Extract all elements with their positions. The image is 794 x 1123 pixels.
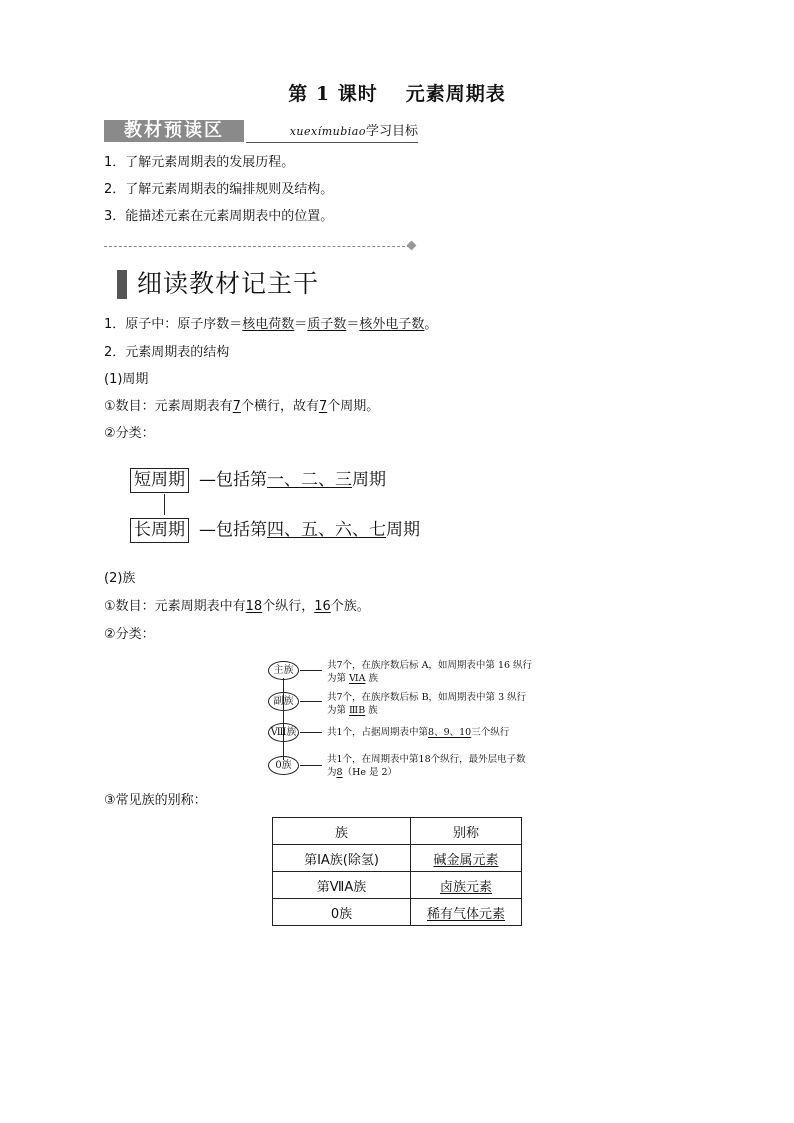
answer-main-group-example: ⅥA — [349, 673, 366, 684]
table-cell — [411, 845, 522, 872]
answer-row-count: 7 — [232, 399, 241, 414]
sub-group-node: 副族 — [268, 692, 299, 711]
section-banner: 教材预读区 — [104, 120, 244, 142]
banner-subtitle — [246, 122, 418, 143]
objective-item: 3．能描述元素在元素周期表中的位置。 — [104, 209, 334, 224]
main-group-node: 主族 — [268, 661, 299, 680]
long-period-line — [199, 518, 420, 542]
zero-group-desc-line: 共1个，在周期表中第18个纵行，最外层电子数 — [327, 754, 526, 765]
period-connector-line — [164, 494, 165, 515]
sentence-end: 。 — [424, 317, 438, 332]
long-period-text: —包括第 — [199, 520, 267, 540]
atom-relation-prefix: 1．原子中：原子序数＝ — [104, 317, 243, 332]
period-classification-label: ②分类： — [104, 426, 155, 441]
answer-alias: 卤族元素 — [439, 879, 492, 895]
table-cell: 第ⅦA族 — [273, 872, 411, 899]
table-cell — [411, 899, 522, 926]
zero-group-node: 0族 — [268, 756, 299, 775]
answer-nuclear-charge: 核电荷数 — [242, 317, 295, 332]
main-group-desc — [327, 659, 532, 685]
banner-sub-label: 学习目标 — [365, 124, 418, 139]
group-count-mid: 个纵行， — [262, 599, 315, 614]
short-period-text: —包括第 — [199, 470, 267, 490]
zero-group-link — [300, 765, 322, 766]
group-viii-node: Ⅷ族 — [268, 723, 299, 742]
sub-group-desc-line: 共7个，在族序数后标 B，如周期表中第 3 纵行 — [327, 692, 527, 703]
group-alias-table — [272, 817, 522, 926]
lesson-topic: 元素周期表 — [405, 83, 506, 105]
table-cell — [411, 872, 522, 899]
page-title — [0, 79, 794, 106]
sub-group-link — [300, 701, 322, 702]
period-heading: (1)周期 — [104, 372, 149, 387]
section-bar-marker — [117, 270, 127, 299]
answer-group-viii-columns: 8、9、10 — [428, 727, 472, 738]
period-count-line — [104, 399, 379, 415]
period-count-mid: 个横行，故有 — [240, 399, 319, 414]
answer-alias: 稀有气体元素 — [426, 906, 505, 922]
answer-outer-electrons: 8 — [336, 767, 343, 778]
main-group-desc-line — [327, 672, 532, 685]
sub-group-desc-line — [327, 704, 526, 717]
short-period-line — [199, 468, 386, 492]
desc-text: （He 是 2） — [342, 767, 398, 778]
group-count-line — [104, 599, 370, 615]
group-count-end: 个族。 — [330, 599, 370, 614]
sub-group-desc — [327, 691, 526, 717]
table-cell: 0族 — [273, 899, 411, 926]
desc-text: 共1个，占据周期表中第 — [327, 727, 429, 738]
desc-text: 族 — [365, 673, 378, 684]
short-period-box: 短周期 — [130, 468, 189, 493]
answer-electron-number: 核外电子数 — [359, 317, 425, 332]
table-row — [273, 845, 522, 872]
long-period-end: 周期 — [386, 520, 420, 540]
main-group-desc-line: 共7个，在族序数后标 A，如周期表中第 16 纵行 — [327, 660, 533, 671]
zero-group-desc — [327, 753, 526, 779]
equals-sign: ＝ — [346, 317, 360, 332]
alias-label: ③常见族的别称： — [104, 793, 207, 808]
banner-pinyin: xuexímubiao — [289, 125, 366, 138]
zero-group-desc-line — [327, 766, 526, 779]
answer-column-count: 18 — [245, 599, 263, 614]
main-group-link — [300, 670, 322, 671]
desc-text: 为 — [327, 767, 337, 778]
diamond-icon — [407, 241, 417, 251]
desc-text: 为第 — [327, 673, 350, 684]
atom-relation-line — [104, 317, 437, 333]
answer-group-count: 16 — [314, 599, 331, 614]
short-period-end: 周期 — [352, 470, 386, 490]
answer-proton-number: 质子数 — [307, 317, 347, 332]
period-count-prefix: ①数目：元素周期表有 — [104, 399, 233, 414]
group-classification-label: ②分类： — [104, 627, 155, 642]
long-period-box: 长周期 — [130, 518, 189, 543]
desc-text: 三个纵行 — [471, 727, 510, 738]
desc-text: 为第 — [327, 705, 350, 716]
table-row — [273, 899, 522, 926]
group-viii-desc — [327, 726, 509, 739]
answer-alias: 碱金属元素 — [433, 852, 499, 868]
dashed-divider — [104, 246, 410, 247]
answer-sub-group-example: ⅢB — [349, 705, 366, 716]
group-count-prefix: ①数目：元素周期表中有 — [104, 599, 246, 614]
table-row — [273, 872, 522, 899]
group-connector-line — [283, 678, 284, 760]
period-count-end: 个周期。 — [327, 399, 380, 414]
structure-heading: 2．元素周期表的结构 — [104, 345, 230, 360]
objective-item: 1．了解元素周期表的发展历程。 — [104, 155, 295, 170]
group-heading: (2)族 — [104, 571, 136, 586]
table-header-row — [273, 818, 522, 845]
lesson-number: 第 1 课时 — [288, 83, 378, 105]
desc-text: 族 — [365, 705, 378, 716]
group-viii-link — [300, 732, 322, 733]
equals-sign: ＝ — [294, 317, 308, 332]
table-cell: 第ⅠA族(除氢) — [273, 845, 411, 872]
objective-item: 2．了解元素周期表的编排规则及结构。 — [104, 182, 334, 197]
answer-period-count: 7 — [318, 399, 328, 414]
answer-long-periods: 四、五、六、七 — [267, 520, 386, 540]
table-header-cell: 族 — [273, 818, 411, 845]
answer-short-periods: 一、二、三 — [267, 470, 352, 490]
section-title: 细读教材记主干 — [137, 269, 320, 298]
table-header-cell: 别称 — [411, 818, 522, 845]
